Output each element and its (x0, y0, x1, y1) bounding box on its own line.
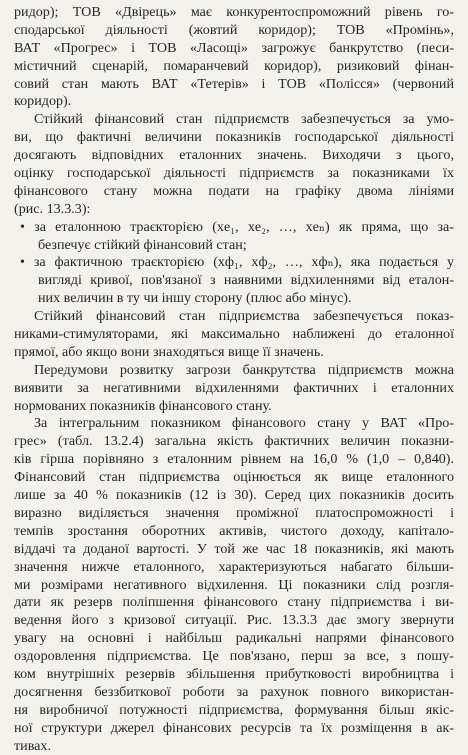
text-line: Передумови розвитку загрози банкрутства підприємств можна (34, 361, 454, 378)
text-line: увагу на основні і найбільш радикальні напрями фінансового (14, 630, 454, 647)
text-line: ми розмірами негативного відхилення. Ці показники слід розгля- (14, 576, 454, 593)
text-line: досягають відповідних еталонних значень. Виходячи з цього, (14, 147, 454, 164)
text-line: нормованих показників фінансового стану. (14, 397, 272, 414)
text-line: прямої, або якщо вони знаходяться вище її значень. (14, 343, 324, 360)
text-line: лише за 40 % показників (12 із 30). Серед цих показників досить (14, 487, 454, 504)
text-line: ВАТ «Прогрес» і ТОВ «Ласощі» загрожує банкрутство (песи- (14, 39, 454, 56)
text-line: дати як резерв поліпшення фінансового стану підприємства і ви- (14, 594, 454, 611)
text-line: (рис. 13.3.3): (14, 200, 91, 217)
text-line: досягнення беззбиткової роботи за рахунок повного використан- (14, 683, 454, 700)
text-line: коридор). (14, 93, 72, 110)
text-line: віддачі та доданої вартості. У той же час 18 показників, які мають (14, 540, 454, 557)
text-line: сподарської діяльності (жовтий коридор); ТОВ «Промінь», (14, 21, 454, 38)
text-line: Стійкий фінансовий стан підприємства забезпечується показ- (34, 308, 454, 325)
text-line: ридор); ТОВ «Двірець» має конкурентоспроможний рівень го- (14, 4, 454, 20)
text-line: оздоровлення підприємства. Це пов'язано, перш за все, з пошу- (14, 648, 454, 665)
text-line: грес» (табл. 13.2.4) загальна якість фактичних величин показни- (14, 433, 454, 450)
text-line: • за еталонною траєкторією (xe₁, xe₂, …, xeₙ) як пряма, що за- (20, 218, 454, 235)
text-line: совий стан мають ВАТ «Тетерів» і ТОВ «Полісся» (червоний (14, 75, 454, 92)
text-line: ної структури джерел фінансових ресурсів та їх розміщення в ак- (14, 719, 454, 736)
text-line: ків гірша порівняно з еталонним рівнем на 16,0 % (1,0 – 0,840). (14, 451, 454, 468)
text-line: темпів зростання оборотних активів, чистого доходу, капітало- (14, 522, 454, 539)
text-line: никами-стимуляторами, які максимально наближені до еталонної (14, 326, 454, 343)
text-line: містичний сценарій, помаранчевий коридор), ризиковий фінан- (14, 57, 454, 74)
text-line: оцінку господарської діяльності підприємств за показниками їх (14, 165, 454, 182)
text-line: ведення його з кризової ситуації. Рис. 13.3.3 дає змогу звернути (14, 612, 454, 629)
text-line: вигляді кривої, пов'язаної з наявними відхиленнями від еталон- (38, 272, 454, 289)
text-line: виявити за негативними відхиленнями фактичних і еталонних (14, 379, 454, 396)
text-line: виразно виділяється значення проміжної платоспроможності і (14, 504, 454, 521)
text-line: них величин в ту чи іншу сторону (плюс або мінус). (38, 290, 352, 307)
text-line: тивах. (14, 737, 51, 754)
text-line: Стійкий фінансовий стан підприємств забезпечується за умо- (34, 111, 454, 128)
text-line: За інтегральним показником фінансового стану у ВАТ «Про- (34, 415, 454, 432)
text-line: Фінансовий стан підприємства оцінюється як вище еталонного (14, 469, 454, 486)
text-line: ком внутрішніх резервів збільшення прибутковості виробництва і (14, 665, 454, 682)
text-line: фінансового стану можна подати на графіку двома лініями (14, 182, 454, 199)
text-line: ви, що фактичні величини показників господарської діяльності (14, 129, 454, 146)
text-line: • за фактичною траєкторією (xф₁, xф₂, …, xфₙ), яка подається у (20, 254, 454, 271)
text-line: ня виробничої потужності підприємства, формування більш якіс- (14, 701, 454, 718)
text-line: безпечує стійкий фінансовий стан; (38, 236, 247, 253)
text-line: значення нижче еталонного, характеризуються набагато більши- (14, 558, 454, 575)
